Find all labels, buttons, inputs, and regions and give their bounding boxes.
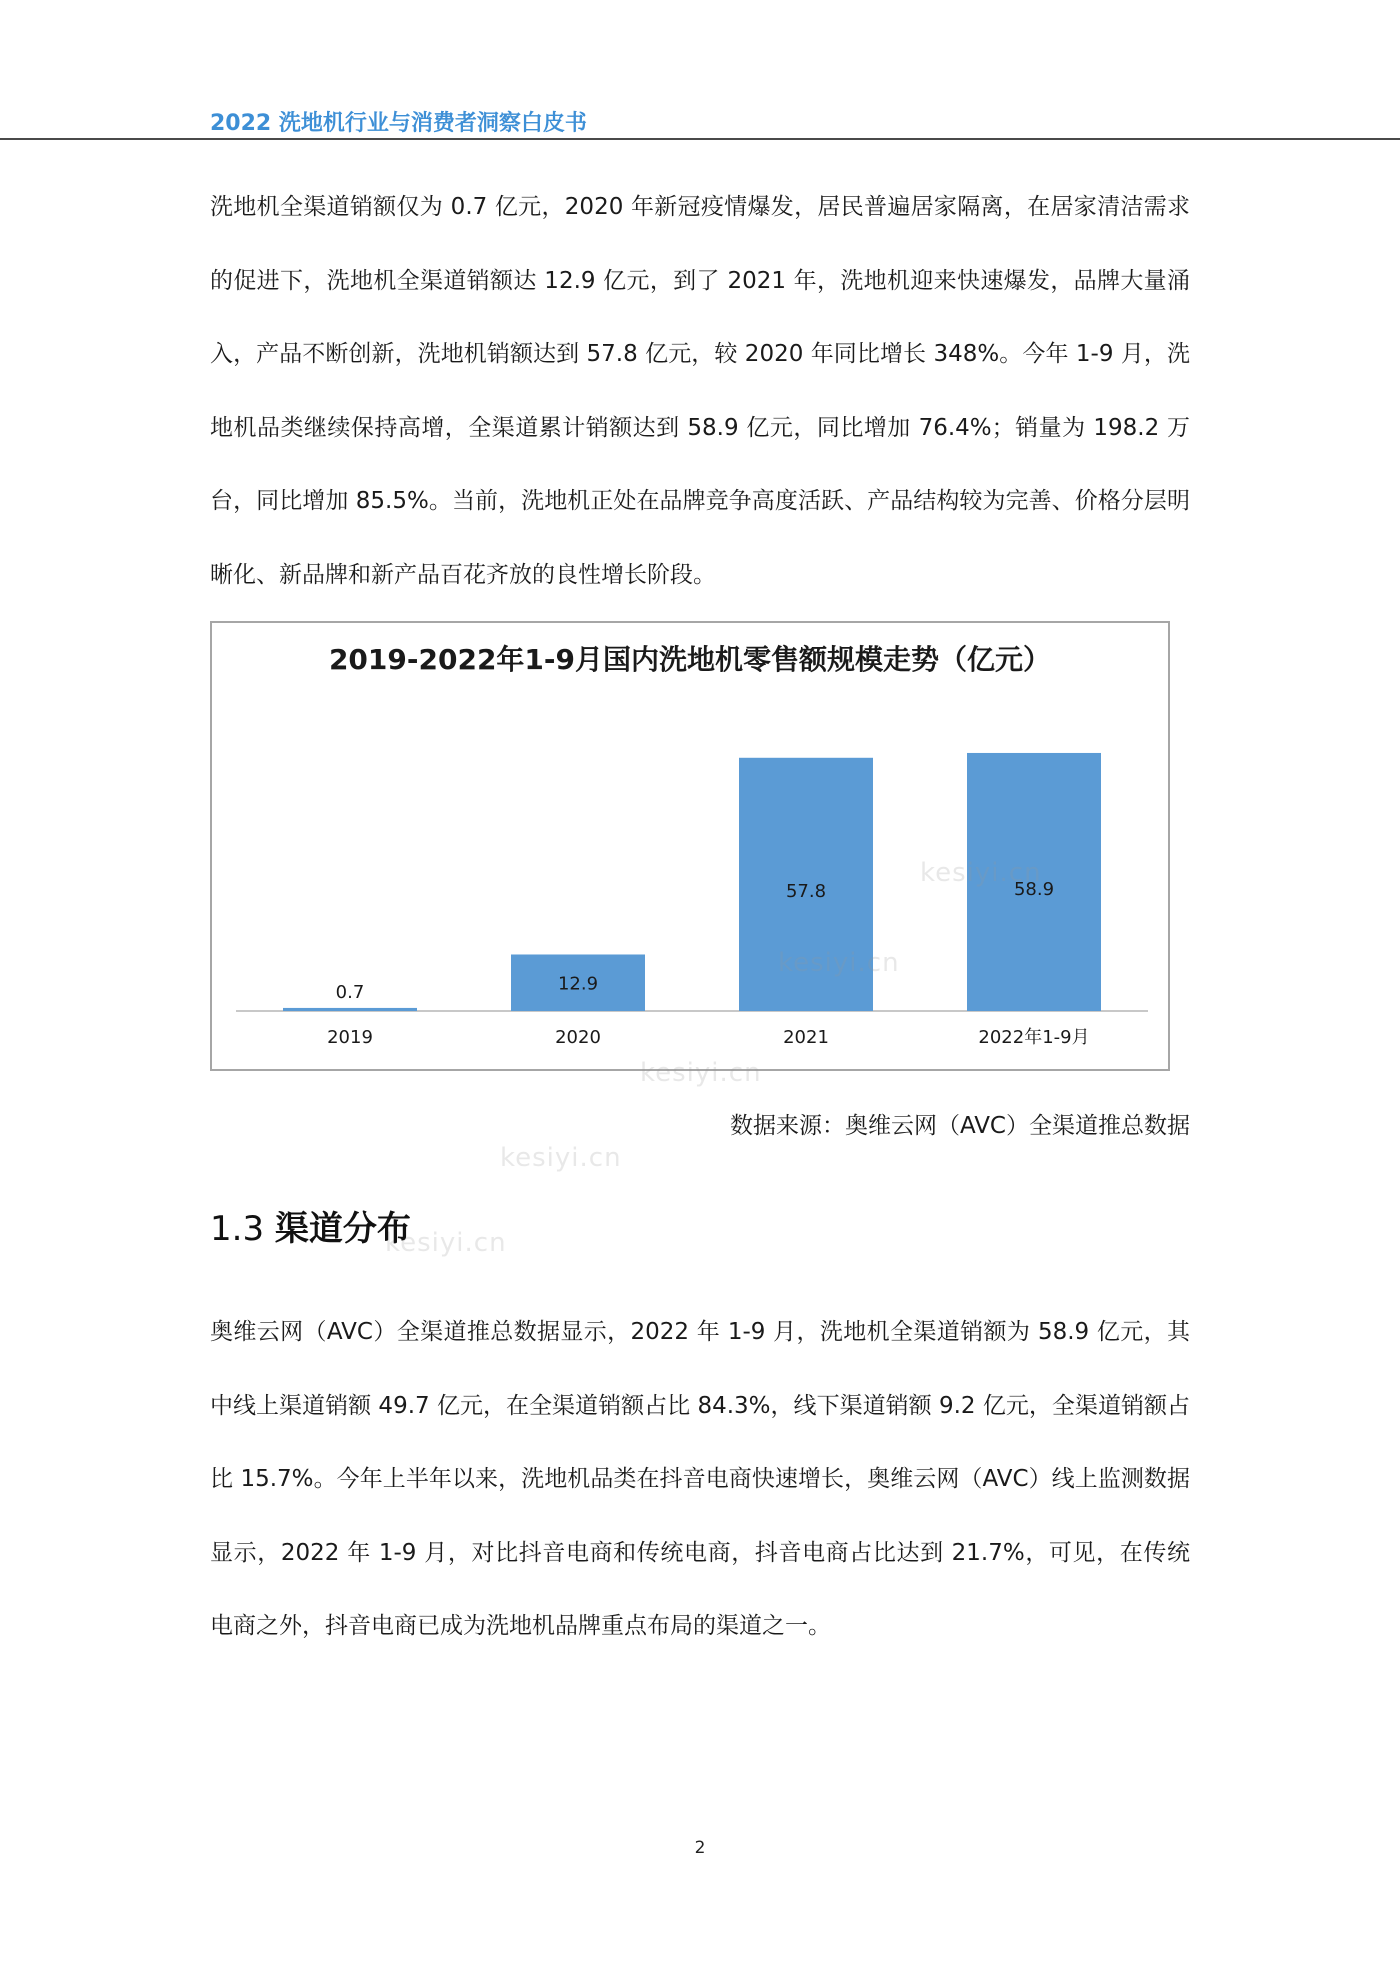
- page-number: 2: [694, 1838, 706, 1858]
- x-tick-label: 2022年1-9月: [978, 1027, 1090, 1048]
- x-tick-label: 2019: [327, 1027, 373, 1048]
- chart-title: 2019-2022年1-9月国内洗地机零售额规模走势（亿元）: [328, 643, 1052, 676]
- intro-paragraph: 洗地机全渠道销额仅为 0.7 亿元，2020 年新冠疫情爆发，居民普遍居家隔离，在居家清洁需求的促进下，洗地机全渠道销额达 12.9 亿元，到了 2021 年，洗地机迎来快速爆发，品牌大量涌入，产品不断创新，洗地机销额达到 57.8 亿元，较 2020 年同比增长 348%。今年 1-9 月，洗地机品类继续保持高增，全渠道累计销额达到 58.9 亿元，同比增加 76.4%；销量为 198.2 万台，同比增加 85.5%。当前，洗地机正处在品牌竞争高度活跃、产品结构较为完善、价格分层明晰化、新品牌和新产品百花齐放的良性增长阶段。: [210, 194, 1190, 588]
- watermark-text: kesiyi.cn: [385, 1228, 507, 1258]
- section-number: 1.3: [210, 1209, 265, 1249]
- data-label: 12.9: [557, 973, 599, 995]
- data-label: 58.9: [1013, 878, 1055, 900]
- data-label: 0.7: [335, 981, 365, 1003]
- watermark-text: kesiyi.cn: [500, 1143, 622, 1173]
- bar-2019: [283, 1008, 417, 1011]
- bar-chart: [212, 623, 1168, 1069]
- header-divider: [0, 138, 1400, 140]
- x-tick-label: 2020: [555, 1027, 601, 1048]
- watermark-text: kesiyi.cn: [640, 1058, 762, 1088]
- section-heading: [210, 1201, 411, 1250]
- document-header-title: 2022 洗地机行业与消费者洞察白皮书: [210, 111, 587, 136]
- channel-paragraph: 奥维云网（AVC）全渠道推总数据显示，2022 年 1-9 月，洗地机全渠道销额为 58.9 亿元，其中线上渠道销额 49.7 亿元，在全渠道销额占比 84.3%，线下渠道销额 9.2 亿元，全渠道销额占比 15.7%。今年上半年以来，洗地机品类在抖音电商快速增长，奥维云网（AVC）线上监测数据显示，2022 年 1-9 月，对比抖音电商和传统电商，抖音电商占比达到 21.7%，可见，在传统电商之外，抖音电商已成为洗地机品牌重点布局的渠道之一。: [210, 1319, 1190, 1639]
- data-source-note: 数据来源：奥维云网（AVC）全渠道推总数据: [729, 1113, 1190, 1139]
- section-title: 渠道分布: [274, 1209, 411, 1249]
- x-tick-label: 2021: [783, 1027, 829, 1048]
- watermark-text: kesiyi.cn: [778, 948, 900, 978]
- data-label: 57.8: [785, 881, 827, 903]
- bar-chart-frame: [210, 621, 1170, 1071]
- watermark-text: kesiyi.cn: [920, 858, 1042, 888]
